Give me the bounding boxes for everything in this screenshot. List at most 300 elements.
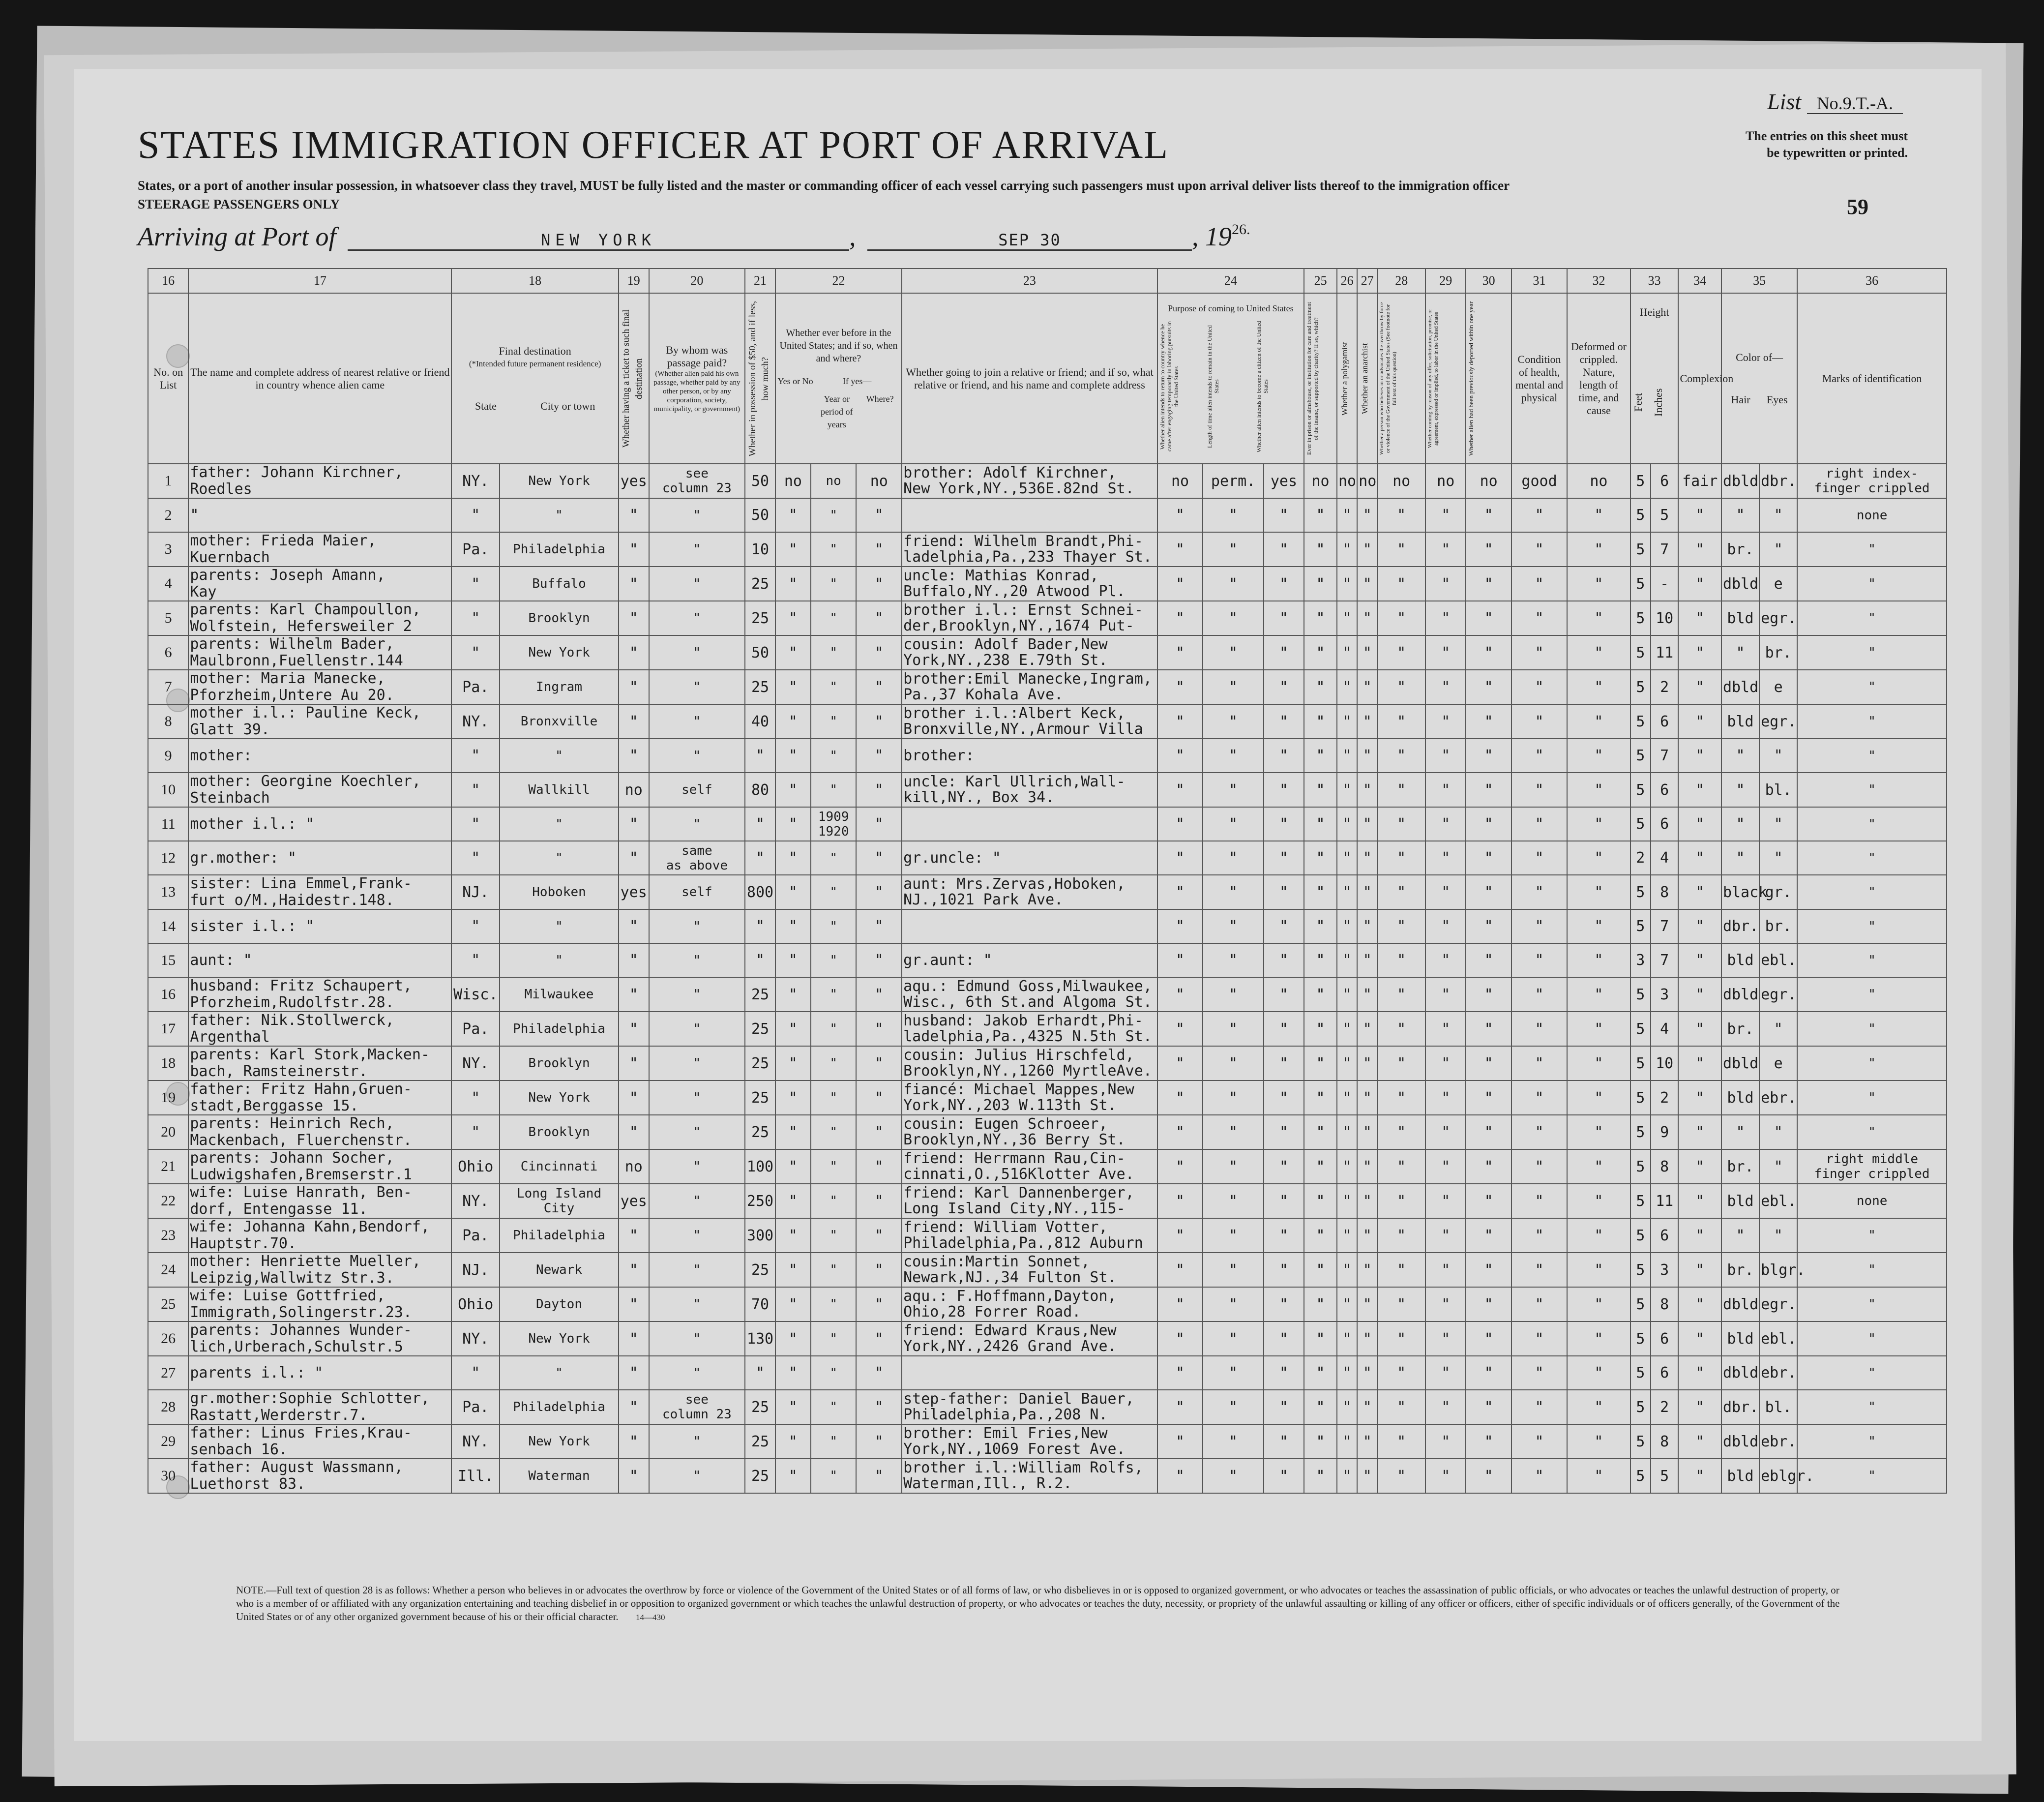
cell-marks: " — [1797, 875, 1947, 909]
cell-inches: 5 — [1651, 1459, 1679, 1493]
cell-where: " — [856, 532, 902, 567]
cell-c29: " — [1425, 601, 1466, 635]
cell-complexion: " — [1678, 1081, 1721, 1115]
cell-c30: " — [1466, 1149, 1511, 1184]
cell-c30: " — [1466, 1046, 1511, 1081]
cell-hair: bld — [1721, 943, 1759, 977]
cell-health: " — [1511, 875, 1567, 909]
cell-money: 50 — [745, 635, 775, 670]
cell-citizen: " — [1264, 532, 1304, 567]
cell-c28: " — [1377, 1424, 1425, 1459]
cell-feet: 5 — [1630, 635, 1651, 670]
cell-hair: dbld — [1721, 567, 1759, 601]
cell-before: " — [775, 1115, 811, 1149]
cell-inches: 3 — [1651, 977, 1679, 1012]
cell-marks: " — [1797, 1115, 1947, 1149]
header-state: State — [474, 399, 497, 412]
cell-city: Cincinnati — [500, 1149, 619, 1184]
cell-complexion: " — [1678, 1253, 1721, 1287]
cell-no: 16 — [148, 977, 188, 1012]
cell-ticket: " — [619, 1459, 649, 1493]
cell-eyes: " — [1759, 1218, 1797, 1253]
cell-length: " — [1203, 773, 1263, 807]
cell-eyes: " — [1759, 1115, 1797, 1149]
cell-ret: " — [1157, 909, 1203, 943]
cell-c28: " — [1377, 943, 1425, 977]
cell-feet: 5 — [1630, 1321, 1651, 1356]
cell-poly: " — [1337, 739, 1357, 773]
cell-years: " — [811, 635, 857, 670]
cell-before: " — [775, 739, 811, 773]
cell-money: 800 — [745, 875, 775, 909]
col-num: 25 — [1304, 269, 1337, 293]
cell-citizen: " — [1264, 567, 1304, 601]
col-num: 32 — [1567, 269, 1630, 293]
cell-where: " — [856, 704, 902, 739]
cell-years: " — [811, 1081, 857, 1115]
cell-money: 250 — [745, 1184, 775, 1218]
cell-ret: " — [1157, 635, 1203, 670]
cell-state: NJ. — [451, 1253, 500, 1287]
cell-c28: " — [1377, 498, 1425, 532]
cell-before: " — [775, 635, 811, 670]
cell-hair: " — [1721, 635, 1759, 670]
cell-city: Waterman — [500, 1459, 619, 1493]
cell-c28: " — [1377, 1459, 1425, 1493]
cell-deformed: " — [1567, 773, 1630, 807]
cell-join: aqu.: F.Hoffmann,Dayton, Ohio,28 Forrer Road. — [902, 1287, 1157, 1321]
cell-before: " — [775, 670, 811, 704]
cell-feet: 5 — [1630, 773, 1651, 807]
cell-c30: " — [1466, 1115, 1511, 1149]
cell-ret: " — [1157, 773, 1203, 807]
cell-c29: " — [1425, 909, 1466, 943]
cell-marks: right middle finger crippled — [1797, 1149, 1947, 1184]
cell-anar: " — [1357, 773, 1377, 807]
cell-deformed: " — [1567, 670, 1630, 704]
cell-deformed: " — [1567, 1253, 1630, 1287]
cell-paid: " — [649, 909, 745, 943]
cell-where: " — [856, 943, 902, 977]
cell-hair: br. — [1721, 1253, 1759, 1287]
cell-money: " — [745, 807, 775, 841]
cell-length: " — [1203, 909, 1263, 943]
page-number: 59 — [1847, 195, 1868, 219]
cell-marks: " — [1797, 670, 1947, 704]
cell-city: Brooklyn — [500, 1046, 619, 1081]
cell-join: cousin: Julius Hirschfeld, Brooklyn,NY.,1260 MyrtleAve. — [902, 1046, 1157, 1081]
cell-hair: br. — [1721, 1012, 1759, 1046]
cell-inches: 11 — [1651, 635, 1679, 670]
cell-before: " — [775, 1459, 811, 1493]
cell-poly: " — [1337, 1081, 1357, 1115]
cell-health: " — [1511, 498, 1567, 532]
cell-ret: " — [1157, 943, 1203, 977]
cell-citizen: " — [1264, 1012, 1304, 1046]
cell-ticket: " — [619, 532, 649, 567]
cell-deformed: " — [1567, 1081, 1630, 1115]
cell-health: " — [1511, 670, 1567, 704]
header-eyes: Eyes — [1766, 393, 1788, 406]
cell-no: 6 — [148, 635, 188, 670]
cell-length: " — [1203, 841, 1263, 875]
cell-city: New York — [500, 635, 619, 670]
cell-no: 30 — [148, 1459, 188, 1493]
cell-ticket: " — [619, 909, 649, 943]
cell-inches: 2 — [1651, 670, 1679, 704]
cell-rel: parents: Karl Stork,Macken- bach, Ramsteinerstr. — [188, 1046, 451, 1081]
cell-inches: 2 — [1651, 1081, 1679, 1115]
col-num: 20 — [649, 269, 745, 293]
table-row — [148, 532, 1947, 567]
cell-join: aunt: Mrs.Zervas,Hoboken, NJ.,1021 Park Ave. — [902, 875, 1157, 909]
table-row — [148, 739, 1947, 773]
cell-where: " — [856, 1287, 902, 1321]
cell-prison: " — [1304, 1012, 1337, 1046]
cell-anar: no — [1357, 464, 1377, 498]
cell-poly: " — [1337, 773, 1357, 807]
cell-years: " — [811, 1459, 857, 1493]
cell-before: " — [775, 1218, 811, 1253]
cell-inches: 6 — [1651, 1218, 1679, 1253]
cell-hair: " — [1721, 773, 1759, 807]
cell-poly: " — [1337, 1218, 1357, 1253]
cell-complexion: " — [1678, 704, 1721, 739]
cell-ret: " — [1157, 601, 1203, 635]
cell-poly: " — [1337, 1115, 1357, 1149]
cell-poly: " — [1337, 977, 1357, 1012]
cell-deformed: " — [1567, 601, 1630, 635]
cell-no: 23 — [148, 1218, 188, 1253]
cell-hair: bld — [1721, 601, 1759, 635]
column-header-row — [148, 293, 1947, 464]
cell-health: " — [1511, 1424, 1567, 1459]
cell-eyes: egr. — [1759, 704, 1797, 739]
cell-ret: " — [1157, 1287, 1203, 1321]
table-row — [148, 1287, 1947, 1321]
table-row — [148, 1390, 1947, 1424]
cell-money: 25 — [745, 1253, 775, 1287]
table-row — [148, 1356, 1947, 1390]
cell-c29: " — [1425, 1287, 1466, 1321]
cell-eyes: bl. — [1759, 1390, 1797, 1424]
cell-health: " — [1511, 1459, 1567, 1493]
cell-ticket: no — [619, 773, 649, 807]
cell-no: 9 — [148, 739, 188, 773]
cell-inches: 6 — [1651, 1321, 1679, 1356]
cell-eyes: ebr. — [1759, 1356, 1797, 1390]
col-num: 17 — [188, 269, 451, 293]
cell-inches: 5 — [1651, 498, 1679, 532]
cell-ret: " — [1157, 567, 1203, 601]
cell-state: " — [451, 567, 500, 601]
cell-city: Brooklyn — [500, 601, 619, 635]
cell-ticket: " — [619, 943, 649, 977]
cell-complexion: " — [1678, 1459, 1721, 1493]
cell-length: " — [1203, 704, 1263, 739]
cell-ticket: " — [619, 601, 649, 635]
cell-c28: " — [1377, 909, 1425, 943]
cell-c29: " — [1425, 1390, 1466, 1424]
cell-prison: " — [1304, 567, 1337, 601]
cell-eyes: " — [1759, 739, 1797, 773]
cell-inches: 6 — [1651, 464, 1679, 498]
cell-hair: " — [1721, 498, 1759, 532]
cell-ticket: " — [619, 567, 649, 601]
cell-marks: none — [1797, 1184, 1947, 1218]
cell-length: " — [1203, 532, 1263, 567]
cell-citizen: " — [1264, 1253, 1304, 1287]
cell-feet: 3 — [1630, 943, 1651, 977]
cell-ret: " — [1157, 977, 1203, 1012]
cell-citizen: " — [1264, 1424, 1304, 1459]
cell-deformed: " — [1567, 977, 1630, 1012]
cell-inches: 10 — [1651, 601, 1679, 635]
cell-citizen: " — [1264, 875, 1304, 909]
cell-c30: " — [1466, 567, 1511, 601]
cell-city: " — [500, 498, 619, 532]
cell-marks: " — [1797, 1012, 1947, 1046]
cell-money: 25 — [745, 1046, 775, 1081]
table-row — [148, 1012, 1947, 1046]
col-num: 27 — [1357, 269, 1377, 293]
cell-before: " — [775, 807, 811, 841]
cell-paid: " — [649, 704, 745, 739]
cell-citizen: " — [1264, 498, 1304, 532]
cell-length: perm. — [1203, 464, 1263, 498]
cell-c30: " — [1466, 1184, 1511, 1218]
cell-length: " — [1203, 807, 1263, 841]
table-row — [148, 1218, 1947, 1253]
cell-before: " — [775, 875, 811, 909]
header-nearest-relative: The name and complete address of nearest relative or friend in country whence alien came — [188, 293, 451, 464]
cell-hair: br. — [1721, 532, 1759, 567]
cell-c30: no — [1466, 464, 1511, 498]
cell-where: " — [856, 909, 902, 943]
footnote — [236, 1584, 1859, 1624]
cell-deformed: " — [1567, 807, 1630, 841]
cell-anar: " — [1357, 1321, 1377, 1356]
cell-no: 12 — [148, 841, 188, 875]
cell-money: 70 — [745, 1287, 775, 1321]
cell-marks: none — [1797, 498, 1947, 532]
cell-c30: " — [1466, 739, 1511, 773]
table-row — [148, 1081, 1947, 1115]
cell-rel: sister i.l.: " — [188, 909, 451, 943]
cell-years: " — [811, 1115, 857, 1149]
cell-join: friend: Wilhelm Brandt,Phi- ladelphia,Pa.,233 Thayer St. — [902, 532, 1157, 567]
cell-years: " — [811, 909, 857, 943]
cell-where: " — [856, 1218, 902, 1253]
cell-state: NY. — [451, 1046, 500, 1081]
cell-join: husband: Jakob Erhardt,Phi- ladelphia,Pa.,4325 N.5th St. — [902, 1012, 1157, 1046]
cell-c28: " — [1377, 1356, 1425, 1390]
cell-ticket: yes — [619, 1184, 649, 1218]
cell-money: " — [745, 841, 775, 875]
cell-deformed: " — [1567, 1184, 1630, 1218]
cell-deformed: " — [1567, 1459, 1630, 1493]
column-number-row — [148, 269, 1947, 293]
cell-no: 13 — [148, 875, 188, 909]
cell-no: 21 — [148, 1149, 188, 1184]
cell-anar: " — [1357, 1253, 1377, 1287]
cell-rel: mother i.l.: Pauline Keck, Glatt 39. — [188, 704, 451, 739]
cell-ticket: no — [619, 1149, 649, 1184]
cell-deformed: " — [1567, 841, 1630, 875]
cell-marks: " — [1797, 807, 1947, 841]
cell-eyes: ebr. — [1759, 1081, 1797, 1115]
header-deported: Whether alien had been previously deported within one year — [1466, 293, 1511, 464]
cell-marks: " — [1797, 773, 1947, 807]
table-row — [148, 977, 1947, 1012]
cell-before: " — [775, 1390, 811, 1424]
cell-c30: " — [1466, 635, 1511, 670]
cell-city: Long Island City — [500, 1184, 619, 1218]
cell-city: Brooklyn — [500, 1115, 619, 1149]
cell-join — [902, 498, 1157, 532]
cell-where: " — [856, 1253, 902, 1287]
cell-years: " — [811, 601, 857, 635]
cell-rel: sister: Lina Emmel,Frank- furt o/M.,Haidestr.148. — [188, 875, 451, 909]
cell-health: " — [1511, 1356, 1567, 1390]
cell-complexion: " — [1678, 532, 1721, 567]
cell-c30: " — [1466, 1459, 1511, 1493]
cell-poly: no — [1337, 464, 1357, 498]
cell-before: " — [775, 1253, 811, 1287]
cell-prison: " — [1304, 601, 1337, 635]
cell-hair: dbr. — [1721, 909, 1759, 943]
table-row — [148, 807, 1947, 841]
cell-marks: " — [1797, 943, 1947, 977]
cell-join: fiancé: Michael Mappes,New York,NY.,203 W.113th St. — [902, 1081, 1157, 1115]
cell-years: " — [811, 977, 857, 1012]
cell-where: " — [856, 1424, 902, 1459]
cell-poly: " — [1337, 567, 1357, 601]
cell-feet: 5 — [1630, 1287, 1651, 1321]
cell-prison: " — [1304, 1253, 1337, 1287]
cell-before: " — [775, 977, 811, 1012]
cell-length: " — [1203, 943, 1263, 977]
cell-paid: " — [649, 739, 745, 773]
cell-rel: father: Fritz Hahn,Gruen- stadt,Berggasse 15. — [188, 1081, 451, 1115]
cell-c29: " — [1425, 1459, 1466, 1493]
cell-no: 10 — [148, 773, 188, 807]
cell-rel: parents: Heinrich Rech, Mackenbach, Fluerchenstr. — [188, 1115, 451, 1149]
cell-deformed: " — [1567, 1012, 1630, 1046]
cell-eyes: " — [1759, 807, 1797, 841]
table-row — [148, 1321, 1947, 1356]
cell-state: " — [451, 807, 500, 841]
cell-inches: 10 — [1651, 1046, 1679, 1081]
cell-rel: " — [188, 498, 451, 532]
cell-c28: " — [1377, 704, 1425, 739]
cell-years: " — [811, 532, 857, 567]
cell-state: " — [451, 1115, 500, 1149]
cell-before: " — [775, 532, 811, 567]
cell-join: cousin: Eugen Schroeer, Brooklyn,NY.,36 Berry St. — [902, 1115, 1157, 1149]
cell-hair: dbld — [1721, 1356, 1759, 1390]
cell-complexion: " — [1678, 498, 1721, 532]
cell-length: " — [1203, 875, 1263, 909]
table-row — [148, 1424, 1947, 1459]
list-label: List — [1767, 89, 1802, 114]
cell-c29: " — [1425, 1321, 1466, 1356]
cell-citizen: " — [1264, 1046, 1304, 1081]
cell-no: 28 — [148, 1390, 188, 1424]
table-row — [148, 567, 1947, 601]
cell-citizen: " — [1264, 1459, 1304, 1493]
cell-complexion: " — [1678, 1115, 1721, 1149]
cell-citizen: " — [1264, 704, 1304, 739]
cell-c28: " — [1377, 1012, 1425, 1046]
cell-rel: parents: Joseph Amann, Kay — [188, 567, 451, 601]
cell-eyes: " — [1759, 498, 1797, 532]
cell-inches: 8 — [1651, 1424, 1679, 1459]
cell-inches: 7 — [1651, 943, 1679, 977]
cell-health: " — [1511, 909, 1567, 943]
cell-citizen: " — [1264, 909, 1304, 943]
cell-state: NY. — [451, 1184, 500, 1218]
table-row — [148, 1184, 1947, 1218]
cell-complexion: " — [1678, 773, 1721, 807]
cell-rel: parents: Johannes Wunder- lich,Urberach,Schulstr.5 — [188, 1321, 451, 1356]
cell-inches: - — [1651, 567, 1679, 601]
cell-anar: " — [1357, 807, 1377, 841]
cell-before: " — [775, 1321, 811, 1356]
cell-hair: " — [1721, 841, 1759, 875]
cell-money: 130 — [745, 1321, 775, 1356]
cell-city: Philadelphia — [500, 532, 619, 567]
cell-before: " — [775, 1184, 811, 1218]
cell-inches: 8 — [1651, 1149, 1679, 1184]
cell-years: " — [811, 567, 857, 601]
cell-money: 40 — [745, 704, 775, 739]
cell-rel: parents: Wilhelm Bader, Maulbronn,Fuellenstr.144 — [188, 635, 451, 670]
cell-c28: " — [1377, 532, 1425, 567]
cell-anar: " — [1357, 1459, 1377, 1493]
cell-paid: see column 23 — [649, 1390, 745, 1424]
cell-years: " — [811, 498, 857, 532]
cell-deformed: " — [1567, 704, 1630, 739]
header-city: City or town — [540, 399, 595, 412]
cell-join: brother i.l.:Albert Keck, Bronxville,NY.,Armour Villa — [902, 704, 1157, 739]
cell-c28: " — [1377, 601, 1425, 635]
cell-state: " — [451, 909, 500, 943]
cell-paid: " — [649, 567, 745, 601]
cell-join: brother i.l.:William Rolfs, Waterman,Ill., R.2. — [902, 1459, 1157, 1493]
cell-where: " — [856, 807, 902, 841]
cell-health: " — [1511, 1012, 1567, 1046]
cell-join: cousin: Adolf Bader,New York,NY.,238 E.79th St. — [902, 635, 1157, 670]
cell-rel: mother: Henriette Mueller, Leipzig,Wallwitz Str.3. — [188, 1253, 451, 1287]
cell-where: " — [856, 1321, 902, 1356]
footnote-text: NOTE.—Full text of question 28 is as follows: Whether a person who believes in or advocates the overthrow by force or violence of the Government of the United States or of all forms of law, or who disbelieves in or is opposed to organized government, or who advocates or teaches the assassination of public officials, or who advocates or teaches the unlawful destruction of property, or who is a member of or affiliated with any organization entertaining and teaching disbelief in or opposition to organized government or which teaches the unlawful destruction of property, or who advocates or teaches the duty, necessity, or propriety of the unlawful assaulting or killing of any officer or officers, either of specific individuals or of officers generally, of the Government of the United States or of any other organized government because of his or their official character. — [236, 1584, 1840, 1622]
cell-state: NY. — [451, 464, 500, 498]
cell-marks: " — [1797, 635, 1947, 670]
cell-length: " — [1203, 1184, 1263, 1218]
cell-marks: " — [1797, 739, 1947, 773]
cell-where: " — [856, 739, 902, 773]
cell-c29: " — [1425, 1012, 1466, 1046]
cell-c28: " — [1377, 1046, 1425, 1081]
cell-health: " — [1511, 635, 1567, 670]
cell-paid: " — [649, 498, 745, 532]
cell-deformed: " — [1567, 1149, 1630, 1184]
cell-eyes: egr. — [1759, 1287, 1797, 1321]
cell-city: Hoboken — [500, 875, 619, 909]
header-height: Height Feet Inches — [1630, 293, 1679, 464]
cell-where: " — [856, 498, 902, 532]
